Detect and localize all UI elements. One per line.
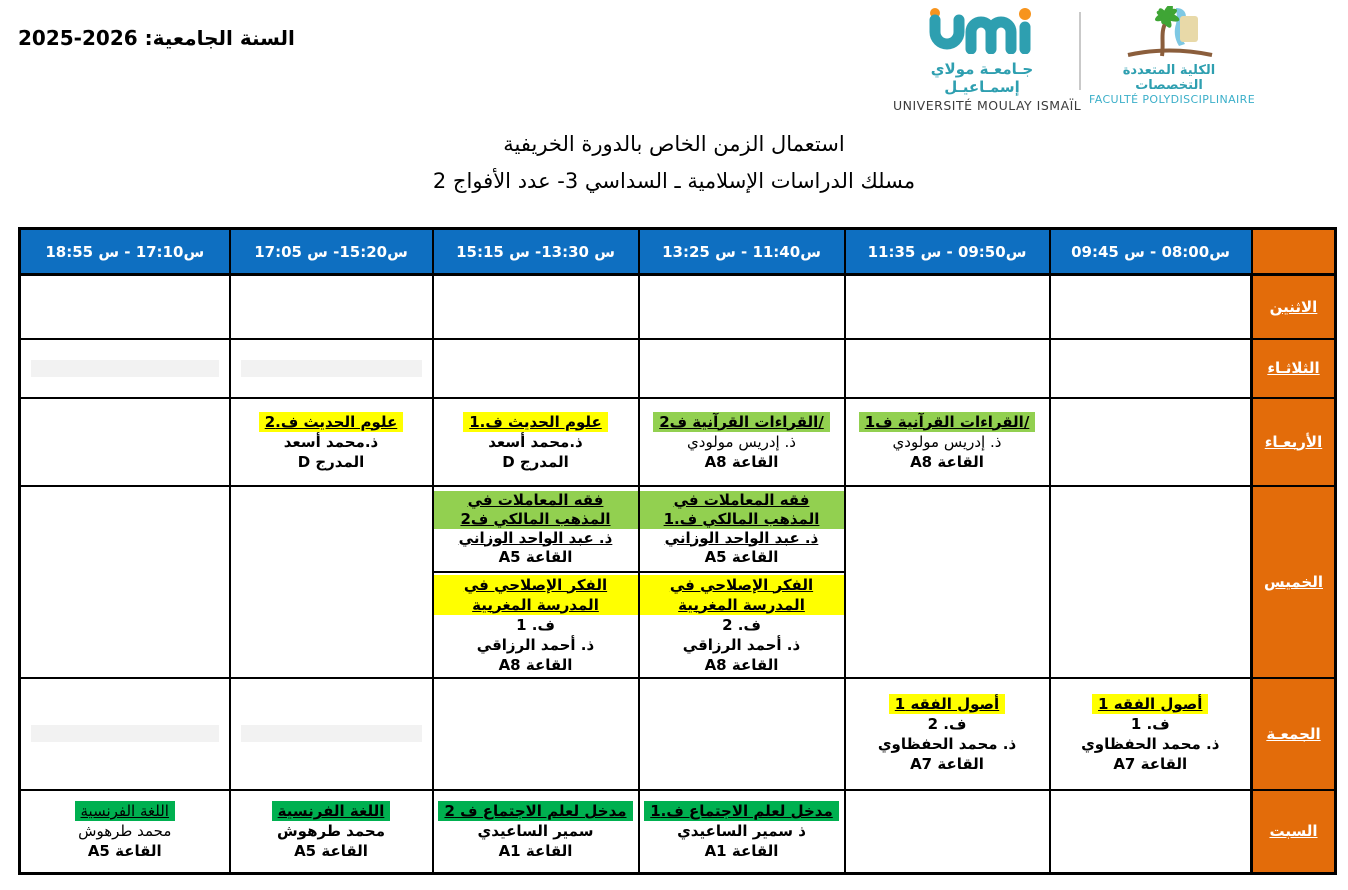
logo-divider xyxy=(1079,12,1081,90)
row-friday xyxy=(20,678,1336,790)
course-block xyxy=(434,489,638,569)
page-title xyxy=(0,126,1348,200)
cell-empty xyxy=(20,486,230,678)
course-teacher: ذ سمير الساعيدي xyxy=(677,822,806,841)
empty-highlight-bar xyxy=(31,725,219,742)
row-wednesday xyxy=(20,398,1336,486)
day-wednesday: الأربعـاء xyxy=(1252,398,1336,486)
cell-empty-gray xyxy=(20,678,230,790)
row-tuesday xyxy=(20,339,1336,398)
course-title: مدخل لعلم الاجتماع ف 2 xyxy=(438,801,632,821)
row-monday xyxy=(20,275,1336,339)
time-header-1520: س15:20- س 17:05 xyxy=(230,229,433,275)
course-block xyxy=(434,799,638,863)
course-room: المدرج D xyxy=(502,452,569,471)
course-title: فقه المعاملات في المذهب المالكي ف.1 xyxy=(640,491,844,529)
cell-wed-1330 xyxy=(433,398,639,486)
cell-fri-0950 xyxy=(845,678,1050,790)
course-teacher: ذ. عبد الواحد الوزاني xyxy=(458,528,613,547)
day-saturday: السبت xyxy=(1252,790,1336,874)
time-header-0800: س08:00 - س 09:45 xyxy=(1050,229,1252,275)
course-block xyxy=(434,573,638,677)
cell-empty xyxy=(20,398,230,486)
course-room: القاعة A8 xyxy=(704,655,779,674)
time-header-1330: س 13:30- س 15:15 xyxy=(433,229,639,275)
course-teacher: سمير الساعيدي xyxy=(477,822,594,841)
course-block xyxy=(846,410,1049,474)
cell-wed-1140 xyxy=(639,398,845,486)
course-block xyxy=(434,410,638,474)
cell-empty xyxy=(20,275,230,339)
day-thursday: الخميس xyxy=(1252,486,1336,678)
course-room: القاعة A8 xyxy=(910,452,984,471)
cell-sat-1520 xyxy=(230,790,433,874)
course-block xyxy=(231,799,432,863)
course-block xyxy=(21,799,229,863)
umi-logo-icon xyxy=(923,6,1041,54)
time-header-1710: س17:10 - س 18:55 xyxy=(20,229,230,275)
logos-block xyxy=(893,6,1256,113)
row-saturday xyxy=(20,790,1336,874)
cell-empty xyxy=(845,790,1050,874)
course-teacher: محمد طرهوش xyxy=(78,822,172,841)
time-header-row xyxy=(20,229,1336,275)
course-room: القاعة A8 xyxy=(704,452,779,471)
cell-empty xyxy=(1050,486,1252,678)
day-friday: الجمعـة xyxy=(1252,678,1336,790)
empty-highlight-bar xyxy=(241,725,422,742)
cell-sat-1330 xyxy=(433,790,639,874)
cell-fri-0800 xyxy=(1050,678,1252,790)
course-room: القاعة A1 xyxy=(498,842,573,861)
cell-empty-gray xyxy=(230,678,433,790)
cell-thu-1330-b xyxy=(433,572,639,678)
course-room: القاعة A5 xyxy=(498,547,573,566)
cell-empty xyxy=(1050,275,1252,339)
empty-highlight-bar xyxy=(31,360,219,377)
course-teacher: ذ. إدريس مولودي xyxy=(892,432,1002,451)
course-title: /القراءات القرآنية ف2 xyxy=(653,412,830,432)
corner-cell xyxy=(1252,229,1336,275)
course-block xyxy=(640,489,844,569)
course-title: علوم الحديث ف.1 xyxy=(463,412,608,432)
course-room: القاعة A5 xyxy=(294,842,368,861)
umi-latin-name: UNIVERSITÉ MOULAY ISMAÏL xyxy=(893,98,1082,113)
cell-empty xyxy=(639,275,845,339)
timetable xyxy=(18,227,1337,875)
course-group: ف. 2 xyxy=(722,615,761,634)
cell-empty-gray xyxy=(230,339,433,398)
palm-tree-icon xyxy=(1124,6,1214,58)
course-title: /القراءات القرآنية ف1 xyxy=(859,412,1036,432)
cell-empty xyxy=(433,339,639,398)
academic-year-label: السنة الجامعية: 2026-2025 xyxy=(18,26,295,50)
day-tuesday: الثلاثـاء xyxy=(1252,339,1336,398)
faculty-latin-name: FACULTÉ POLYDISCIPLINAIRE xyxy=(1089,93,1256,106)
course-block xyxy=(640,573,844,677)
cell-thu-1140-b xyxy=(639,572,845,678)
cell-sat-1140 xyxy=(639,790,845,874)
course-teacher: ذ. أحمد الرزاقي xyxy=(682,635,801,654)
course-block xyxy=(231,410,432,474)
title-line-2: مسلك الدراسات الإسلامية ـ السداسي 3- عدد الأفواج 2 xyxy=(432,169,916,193)
course-title: الفكر الإصلاحي في المدرسة المغربية xyxy=(434,575,638,615)
course-room: القاعة A5 xyxy=(87,842,162,861)
cell-empty-gray xyxy=(20,339,230,398)
cell-thu-1330-a xyxy=(433,486,639,572)
faculty-arabic-name: الكلية المتعددة التخصصات xyxy=(1122,63,1216,93)
course-block xyxy=(640,799,844,863)
umi-logo xyxy=(893,6,1082,113)
course-title: مدخل لعلم الاجتماع ف.1 xyxy=(644,801,839,821)
row-thursday-a xyxy=(20,486,1336,572)
cell-empty xyxy=(1050,339,1252,398)
course-group: ف. 1 xyxy=(1130,714,1170,733)
cell-thu-1140-a xyxy=(639,486,845,572)
course-group: ف. 2 xyxy=(927,714,967,733)
course-title: اللغة الفرنسية xyxy=(272,801,391,821)
course-room: القاعة A1 xyxy=(704,842,779,861)
cell-empty xyxy=(639,339,845,398)
course-room: المدرج D xyxy=(297,452,365,471)
course-room: القاعة A7 xyxy=(910,754,984,773)
cell-empty xyxy=(1050,398,1252,486)
course-teacher: ذ. عبد الواحد الوزاني xyxy=(664,528,819,547)
title-line-1: استعمال الزمن الخاص بالدورة الخريفية xyxy=(503,132,845,156)
course-teacher: ذ. محمد الحفظاوي xyxy=(1081,734,1220,753)
course-room: القاعة A5 xyxy=(704,547,779,566)
course-title: فقه المعاملات في المذهب المالكي ف2 xyxy=(434,491,638,529)
course-block xyxy=(846,692,1049,776)
cell-empty xyxy=(433,275,639,339)
cell-empty xyxy=(845,486,1050,678)
course-block xyxy=(1051,692,1251,776)
cell-empty xyxy=(230,275,433,339)
cell-empty xyxy=(639,678,845,790)
time-header-0950: س09:50 - س 11:35 xyxy=(845,229,1050,275)
cell-empty xyxy=(433,678,639,790)
course-room: القاعة A8 xyxy=(498,655,573,674)
cell-wed-0950 xyxy=(845,398,1050,486)
course-teacher: محمد طرهوش xyxy=(276,822,385,841)
cell-empty xyxy=(845,275,1050,339)
faculty-logo xyxy=(1089,6,1256,106)
cell-sat-1710 xyxy=(20,790,230,874)
course-teacher: ذ.محمد أسعد xyxy=(283,432,379,451)
cell-empty xyxy=(845,339,1050,398)
course-room: القاعة A7 xyxy=(1113,754,1188,773)
cell-empty xyxy=(230,486,433,678)
cell-empty xyxy=(1050,790,1252,874)
course-group: ف. 1 xyxy=(516,615,555,634)
course-title: أصول الفقه 1 xyxy=(1092,694,1208,714)
empty-highlight-bar xyxy=(241,360,422,377)
course-teacher: ذ. إدريس مولودي xyxy=(687,432,796,451)
course-title: الفكر الإصلاحي في المدرسة المغربية xyxy=(640,575,844,615)
course-teacher: ذ.محمد أسعد xyxy=(488,432,583,451)
day-monday: الاثنين xyxy=(1252,275,1336,339)
course-teacher: ذ. أحمد الرزاقي xyxy=(476,635,595,654)
course-title: أصول الفقه 1 xyxy=(889,694,1005,714)
course-block xyxy=(640,410,844,474)
cell-wed-1520 xyxy=(230,398,433,486)
course-teacher: ذ. محمد الحفظاوي xyxy=(877,734,1017,753)
course-title: علوم الحديث ف.2 xyxy=(259,412,404,432)
umi-arabic-name: جـامعـة مولاي إسمـاعيـل xyxy=(930,60,1034,96)
time-header-1140: س11:40 - س 13:25 xyxy=(639,229,845,275)
course-title: اللغة الفرنسية xyxy=(75,801,175,821)
